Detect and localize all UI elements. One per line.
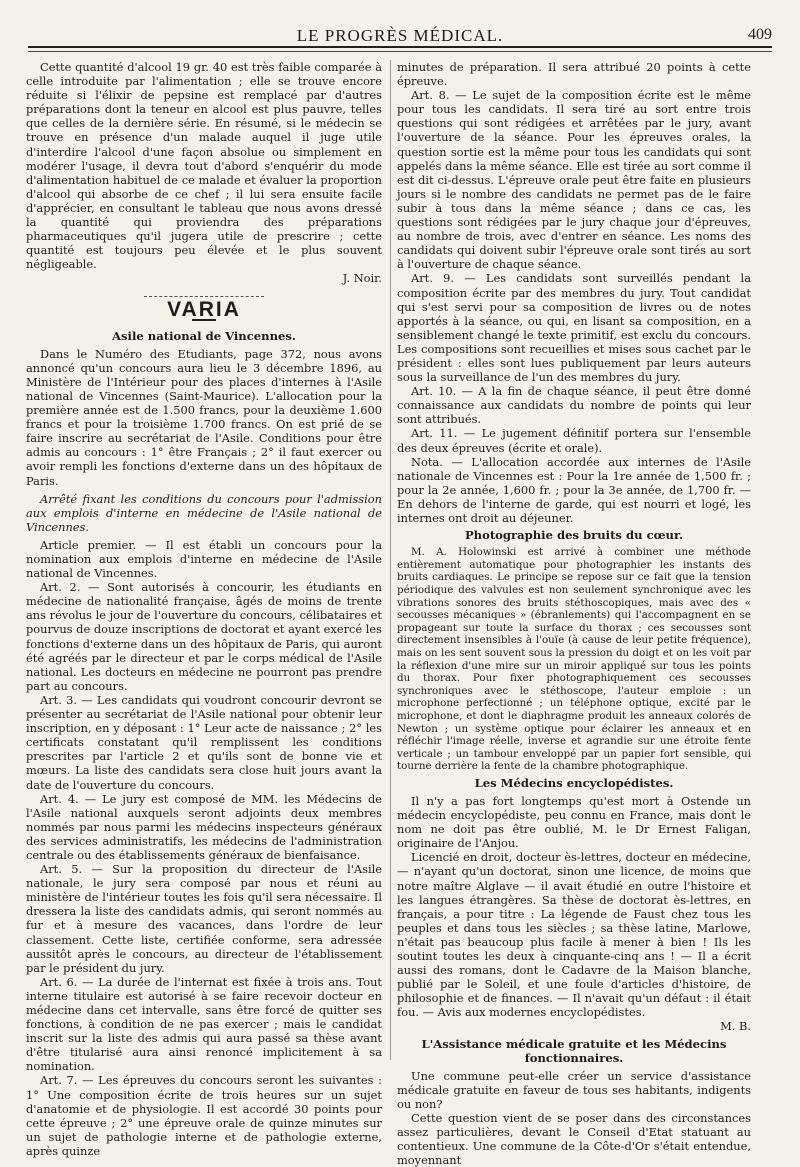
nota-paragraph: Nota. — L'allocation accordée aux internes de l'Asile nationale de Vincennes est : Pour la 1re année de 1,500 fr. ; pour la 2e année, 1,600 fr. ; pour la 3e année, de 1,700 fr. — En dehors de l'interne de garde, qui est nourri et logé, les internes ont droit au déjeuner. (397, 454, 751, 525)
section-divider (144, 296, 264, 297)
page-number: 409 (748, 26, 772, 43)
left-column (26, 60, 382, 1158)
article-10: Art. 10. — A la fin de chaque séance, il peut être donné connaissance aux candidats du nombre de points qui leur sont attribués. (397, 384, 751, 427)
running-head (28, 22, 772, 44)
article-11: Art. 11. — Le jugement définitif portera sur l'ensemble des deux épreuves (écrite et orale). (397, 426, 751, 455)
assistance-paragraph-1: Une commune peut-elle créer un service d'assistance médicale gratuite en faveur de tous ses habitants, indigents ou non? (397, 1068, 751, 1111)
varia-title: VARIA (167, 297, 241, 321)
continued-paragraph: minutes de préparation. Il sera attribué 20 points à cette épreuve. (397, 60, 751, 89)
journal-title: LE PROGRÈS MÉDICAL. (296, 26, 504, 45)
medecins-signature: M. B. (720, 1019, 751, 1034)
article-9: Art. 9. — Les candidats sont surveillés pendant la composition écrite par des membres du jury. Tout candidat qui s'est servi pour sa composition de livres ou de notes apportés à la séance, ou qui, en lisant sa composition, en a sensiblement changé le texte primitif, est exclu du concours. Les compositions sont recueillies et mises sous cachet par le président : elles sont lues publiquement par leurs auteurs sous la surveillance de l'un des membres du jury. (397, 271, 751, 385)
medecins-heading: Les Médecins encyclopédistes. (474, 775, 674, 790)
article-1: Article premier. — Il est établi un concours pour la nomination aux emplois d'interne en médecine de l'Asile national de Vincennes. (26, 537, 382, 581)
asile-paragraph: Dans le Numéro des Etudiants, page 372, nous avons annoncé qu'un concours aura lieu le 3 décembre 1896, au Ministère de l'Intérieur pour des places d'internes à l'Asile national de Vincennes (Saint-Maurice). L'allocation pour la première année est de 1.500 francs, pour la deuxième 1.600 francs et pour la troisième 1.700 francs. On est prié de se faire inscrire au secrétariat de l'Asile. Conditions pour être admis au concours : 1° être Français ; 2° il faut exercer ou avoir rempli les fonctions d'externe dans un des hôpitaux de Paris. (26, 346, 382, 488)
article-7: Art. 7. — Les épreuves du concours seront les suivantes : 1° Une composition écrite de trois heures sur un sujet d'anatomie et de physiologie. Il est accordé 30 points pour cette épreuve ; 2° une épreuve orale de quinze minutes sur un sujet de pathologie interne et de pathologie externe, après quinze (26, 1073, 382, 1158)
header-rule-thin (28, 51, 772, 52)
article-4: Art. 4. — Le jury est composé de MM. les Médecins de l'Asile national auxquels seront adjoints deux membres nommés par nous parmi les médecins inspecteurs généraux des services administratifs, les médecins de l'administration centrale ou des établissements généraux de bienfaisance. (26, 791, 382, 862)
article-2: Art. 2. — Sont autorisés à concourir, les étudiants en médecine de nationalité française, âgés de moins de trente ans révolus le jour de l'ouverture du concours, célibataires et pourvus de douze inscriptions de doctorat et ayant exercé les fonctions d'externe dans un des hôpitaux de Paris, qui auront été agréés par le directeur et par le corps médical de l'Asile national. Les docteurs en médecine ne pourront pas prendre part au concours. (26, 580, 382, 693)
article-6: Art. 6. — La durée de l'internat est fixée à trois ans. Tout interne titulaire est autorisé à se faire recevoir docteur en médecine dans cet intervalle, sans être forcé de quitter ses fonctions, à condition de ne pas exercer ; mais le candidat inscrit sur la liste des admis qui aura passé sa thèse avant d'être titularisé aura ainsi renoncé implicitement à sa nomination. (26, 974, 382, 1074)
assistance-paragraph-2: Cette question vient de se poser dans des circonstances assez particulières, devant le Conseil d'Etat statuant au contentieux. Une commune de la Côte-d'Or s'était entendue, moyennant (397, 1111, 751, 1167)
signature: J. Noir. (342, 271, 382, 286)
medecins-paragraph-2: Licencié en droit, docteur ès-lettres, docteur en médecine, — n'ayant qu'un doctorat, sinon une licence, de moins que notre maître Alglave — il avait étudié en outre l'histoire et les langues étrangères. Sa thèse de doctorat ès-lettres, en français, a pour titre : La légende de Faust chez tous les peuples et dans tous les siècles ; sa thèse latine, Marlowe, n'était pas beaucoup plus facile à mener à bien ! Ils les soutint toutes les deux à cinquante-cinq ans ! — Il a écrit aussi des romans, dont le Cadavre de la Maison blanche, publié par le Soleil, et une foule d'articles d'histoire, de philosophie et de finances. — Il n'avait qu'un défaut : il était fou. — Avis aux modernes encyclopédistes. (397, 850, 751, 1020)
photo-heading: Photographie des bruits du cœur. (464, 528, 684, 543)
header-rule (28, 46, 772, 48)
article-5: Art. 5. — Sur la proposition du directeur de l'Asile nationale, le jury sera composé par nous et réuni au ministère de l'intérieur toutes les fois qu'il sera nécessaire. Il dressera la liste des candidats admis, qui seront nommés au fur et à mesure des vacances, dans l'ordre de leur classement. Cette liste, certifiée conforme, sera adressée aussitôt après le concours, au directeur de l'établissement par le président du jury. (26, 862, 382, 975)
medecins-paragraph-1: Il n'y a pas fort longtemps qu'est mort à Ostende un médecin encyclopédiste, peu connu en France, mais dont le nom ne doit pas être oublié, M. le Dr Ernest Faligan, originaire de l'Anjou. (397, 793, 751, 851)
article-8: Art. 8. — Le sujet de la composition écrite est le même pour tous les candidats. Il sera tiré au sort entre trois questions qui sont rédigées et arrêtées par le jury, avant l'ouverture de la séance. Pour les épreuves orales, la question sortie est la même pour tous les candidats qui sont appelés dans la même séance. Elle est tirée au sort comme il est dit ci-dessus. L'épreuve orale peut être faite en plusieurs jours si le nombre des candidats ne permet pas de le faire subir à tous dans la même séance ; dans ce cas, les questions sont rédigées par le jury chaque jour d'épreuves, au nombre de trois, avec d'entrer en séance. Les noms des candidats qui doivent subir l'épreuve orale sont tirés au sort à l'ouverture de chaque séance. (397, 88, 751, 272)
assistance-heading: L'Assistance médicale gratuite et les Médecins fonctionnaires. (421, 1036, 727, 1065)
article-3: Art. 3. — Les candidats qui voudront concourir devront se présenter au secrétariat de l'Asile national pour obtenir leur inscription, en y déposant : 1° Leur acte de naissance ; 2° les certificats constatant qu'il remplissent les conditions prescrites par l'article 2 et qu'ils sont de bonne vie et mœurs. La liste des candidats sera close huit jours avant la date de l'ouverture du concours. (26, 692, 382, 792)
intro-paragraph: Cette quantité d'alcool 19 gr. 40 est très faible comparée à celle introduite par l'alimentation ; elle se trouve encore réduite si l'élixir de pepsine est remplacé par d'autres préparations dont la teneur en alcool est plus pauvre, telles que celles de la dernière série. En résumé, si le médecin se trouve en présence d'un malade auquel il juge utile d'interdire l'alcool d'une façon absolue ou simplement en modérer l'usage, il devra tout d'abord s'enquérir du mode d'alimentation habituel de ce malade et évaluer la proportion d'alcool qui absorbe de ce chef ; il lui sera ensuite facile d'apprécier, en consultant le tableau que nous avons dressé la quantité qui proviendra des préparations pharmaceutiques qu'il jugera utile de prescrire ; cette quantité est toujours peu élevée et le plus souvent négligeable. (26, 60, 382, 272)
photo-paragraph: M. A. Holowinski est arrivé à combiner une méthode entièrement automatique pour photographier les instants des bruits cardiaques. Le principe se repose sur ce fait que la tension périodique des valvules est non seulement synchronique avec les vibrations sonores des bruits stéthoscopiques, mais avec des « secousses mécaniques » (ébranlements) qui l'accompagnent en se propageant sur toute la surface du thorax ; ces secousses sont directement insensibles à l'ouïe (à cause de leur petite fréquence), mais on les sent souvent sous la pression du doigt et on les voit par la réflexion d'une mire sur un miroir appliqué sur tous les points du thorax. Pour fixer photographiquement ces secousses synchroniques avec le stéthoscope, l'auteur emploie : un microphone perfectionné ; un téléphone optique, excité par le microphone, et dont le diaphragme produit les anneaux colorés de Newton ; un système optique pour éclairer les anneaux et en réfléchir l'image réelle, inverse et agrandie sur une étroite fente verticale ; un tambour enveloppé par un papier fort sensible, qui tourne derrière la fente de la chambre photographique. (397, 546, 751, 773)
column-divider (390, 60, 391, 1060)
right-column (397, 60, 751, 1167)
arrete-heading: Arrêté fixant les conditions du concours pour l'admission aux emplois d'interne en médecine de l'Asile national de Vincennes. (26, 491, 382, 534)
asile-heading: Asile national de Vincennes. (112, 328, 296, 343)
